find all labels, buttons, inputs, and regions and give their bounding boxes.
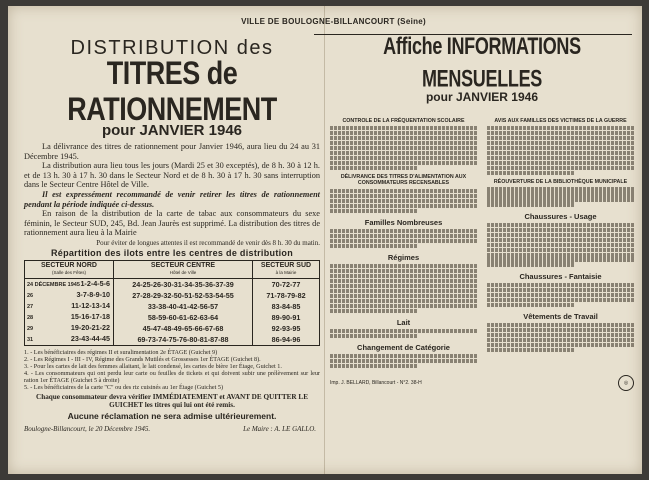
paragraph-hours: La distribution aura lieu tous les jours (Mardi 25 et 30 exceptés), de 8 h. 30 à 12 h. et de 13 h. 30 à 17 h. 30 dans le Secteur Nord et de 8 h. 30 à 17 h. 30 sans interruption dans le Secteur Centre Hôtel de Ville. [24,161,320,190]
cell-nord [25,323,114,334]
fold-line [324,6,325,474]
table-header-sud: SECTEUR SUD à la Mairie [253,260,320,278]
section-text [330,126,477,170]
section-heading: Familles Nombreuses [364,217,443,227]
title-distribution: DISTRIBUTION des [70,37,274,59]
table-title: Répartition des ilots entre les centres de distribution [50,247,294,258]
section-heading: Régimes [387,252,420,262]
paragraph-recommendation: Il est expressément recommandé de venir retirer les titres de rationnement pendant la période indiquée ci-dessus. [24,189,320,209]
cell-centre: 58-59-60-61-62-63-64 [114,312,253,323]
cell-date: 26 [27,292,34,299]
signature-line [24,425,320,433]
distribution-table [24,260,320,346]
cell-centre: 69-73-74-75-76-80-81-87-88 [114,334,253,346]
section-heading: Changement de Catégorie [357,343,450,353]
section-text [487,223,634,267]
section-heading: Chaussures - Fantaisie [519,271,602,281]
table-header-centre: SECTEUR CENTRE Hôtel de Ville [114,260,253,278]
cell-date: 28 [27,314,34,321]
table-row [25,301,320,312]
info-column-left [330,114,477,369]
cell-date: 27 [27,303,34,310]
rationing-poster [24,38,320,433]
section-text [487,283,634,307]
cell-sud: 83-84-85 [253,301,320,312]
date-place: Boulogne-Billancourt, le 20 Décembre 1945. [24,424,151,433]
rule-item: 2. - Les Régimes I - III - IV, Régime des Grands Mutilés et Grossesses 1er ÉTAGE (Guichet 8). [24,355,261,363]
note-early: Pour éviter de longues attentes il est recommandé de venir dès 8 h. 30 du matin. [96,238,320,247]
cell-nord-ilots: 3-7-8-9-10 [76,289,110,299]
cell-date: 24 DÉCEMBRE 1945 [27,281,80,288]
paragraph-delivery: La délivrance des titres de rationnement pour Janvier 1946, aura lieu du 24 au 31 Décembre 1945. [24,142,320,161]
poster-header: VILLE DE BOULOGNE-BILLANCOURT (Seine) [14,17,636,26]
cell-nord [25,301,114,312]
table-header-nord: SECTEUR NORD (Salle des Fêtes) [25,260,114,278]
rule-item: 3. - Pour les cartes de lait des femmes allaitant, le lait condensé, les cartes de bière 1er Étage, Guichet 1. [24,362,282,370]
cell-centre: 33-38-40-41-42-56-57 [114,301,253,312]
no-claim-notice: Aucune réclamation ne sera admise ultérieurement. [67,410,277,421]
mayor-signature: Le Maire : A. LE GALLO. [243,424,316,433]
rule-item: 4. - Les consommateurs qui ont perdu leur carte ou feuilles de tickets et qui doivent subir une prélèvement sur leur ration 1er ÉTAGE (Guichet 5 à droite) [24,369,320,384]
section-text [487,323,634,352]
cell-sud: 70-72-77 [253,278,320,290]
section-text [330,264,477,313]
cell-date: 31 [27,336,34,343]
title-titres: TITRES de RATIONNEMENT [67,55,277,127]
info-columns [330,114,634,369]
rule-item: 1. - Les bénéficiaires des régimes II et suralimentation 2e ÉTAGE (Guichet 9) [24,348,218,356]
section-text [330,189,477,213]
section-text [330,354,477,368]
section-heading: Vêtements de Travail [523,311,598,321]
paragraph-tobacco: En raison de la distribution de la carte de tabac aux consommateurs du sexe féminin, le Secteur SUD, 245, Bd. Jean Jaurès est supprimé. La distribution des titres de rationnement aura lieu à la Mairie [24,209,320,238]
imprint: Imp. J. BELLARD, Billancourt - N°2. 38-H [330,380,422,387]
table-row [25,278,320,290]
cell-date: 29 [27,325,34,332]
cell-nord [25,334,114,346]
cell-nord-ilots: 1-2-4-5-6 [80,278,110,288]
info-month: pour JANVIER 1946 [425,90,539,104]
poster-sheet [8,6,642,474]
cell-nord-ilots: 23-43-44-45 [70,333,110,343]
stamp-icon: ◎ [618,375,634,391]
cell-centre: 45-47-48-49-65-66-67-68 [114,323,253,334]
check-notice: Chaque consommateur devra vérifier IMMÉDIATEMENT et AVANT DE QUITTER LE GUICHET les titres qui lui ont été remis. [36,392,308,410]
cell-sud: 89-90-91 [253,312,320,323]
cell-sud: 86-94-96 [253,334,320,346]
table-row [25,323,320,334]
cell-nord [25,290,114,301]
cell-nord-ilots: 15-16-17-18 [70,311,110,321]
section-heading: AVIS AUX FAMILLES DES VICTIMES DE LA GUERRE [494,118,627,124]
cell-sud: 92-93-95 [253,323,320,334]
cell-nord [25,278,114,290]
rules-list [24,349,320,391]
table-row [25,290,320,301]
cell-nord-ilots: 19-20-21-22 [70,322,110,332]
rule-item: 5. - Les bénéficiaires de la carte "C" ou des riz cuisinés au 1er Étage (Guichet 5) [24,383,224,391]
info-title: Affiche INFORMATIONS MENSUELLES [383,32,581,92]
imprint-row [330,375,634,391]
section-text [487,126,634,175]
section-text [487,187,634,206]
section-heading: CONTROLE DE LA FRÉQUENTATION SCOLAIRE [342,118,465,124]
section-heading: RÉOUVERTURE DE LA BIBLIOTHÈQUE MUNICIPALE [493,179,628,186]
information-poster [330,32,634,391]
table-row [25,312,320,323]
cell-sud: 71-78-79-82 [253,290,320,301]
table-row [25,334,320,346]
info-column-right [487,114,634,369]
cell-nord-ilots: 11-12-13-14 [71,300,110,310]
section-text [330,229,477,248]
section-heading: Lait [396,317,411,327]
section-text [330,329,477,338]
cell-nord [25,312,114,323]
section-heading: DÉLIVRANCE DES TITRES D'ALIMENTATION AUX CONSOMMATEURS RECENSABLES [340,174,467,187]
title-month: pour JANVIER 1946 [101,122,243,139]
cell-centre: 27-28-29-32-50-51-52-53-54-55 [114,290,253,301]
cell-centre: 24-25-26-30-31-34-35-36-37-39 [114,278,253,290]
section-heading: Chaussures - Usage [524,211,597,221]
